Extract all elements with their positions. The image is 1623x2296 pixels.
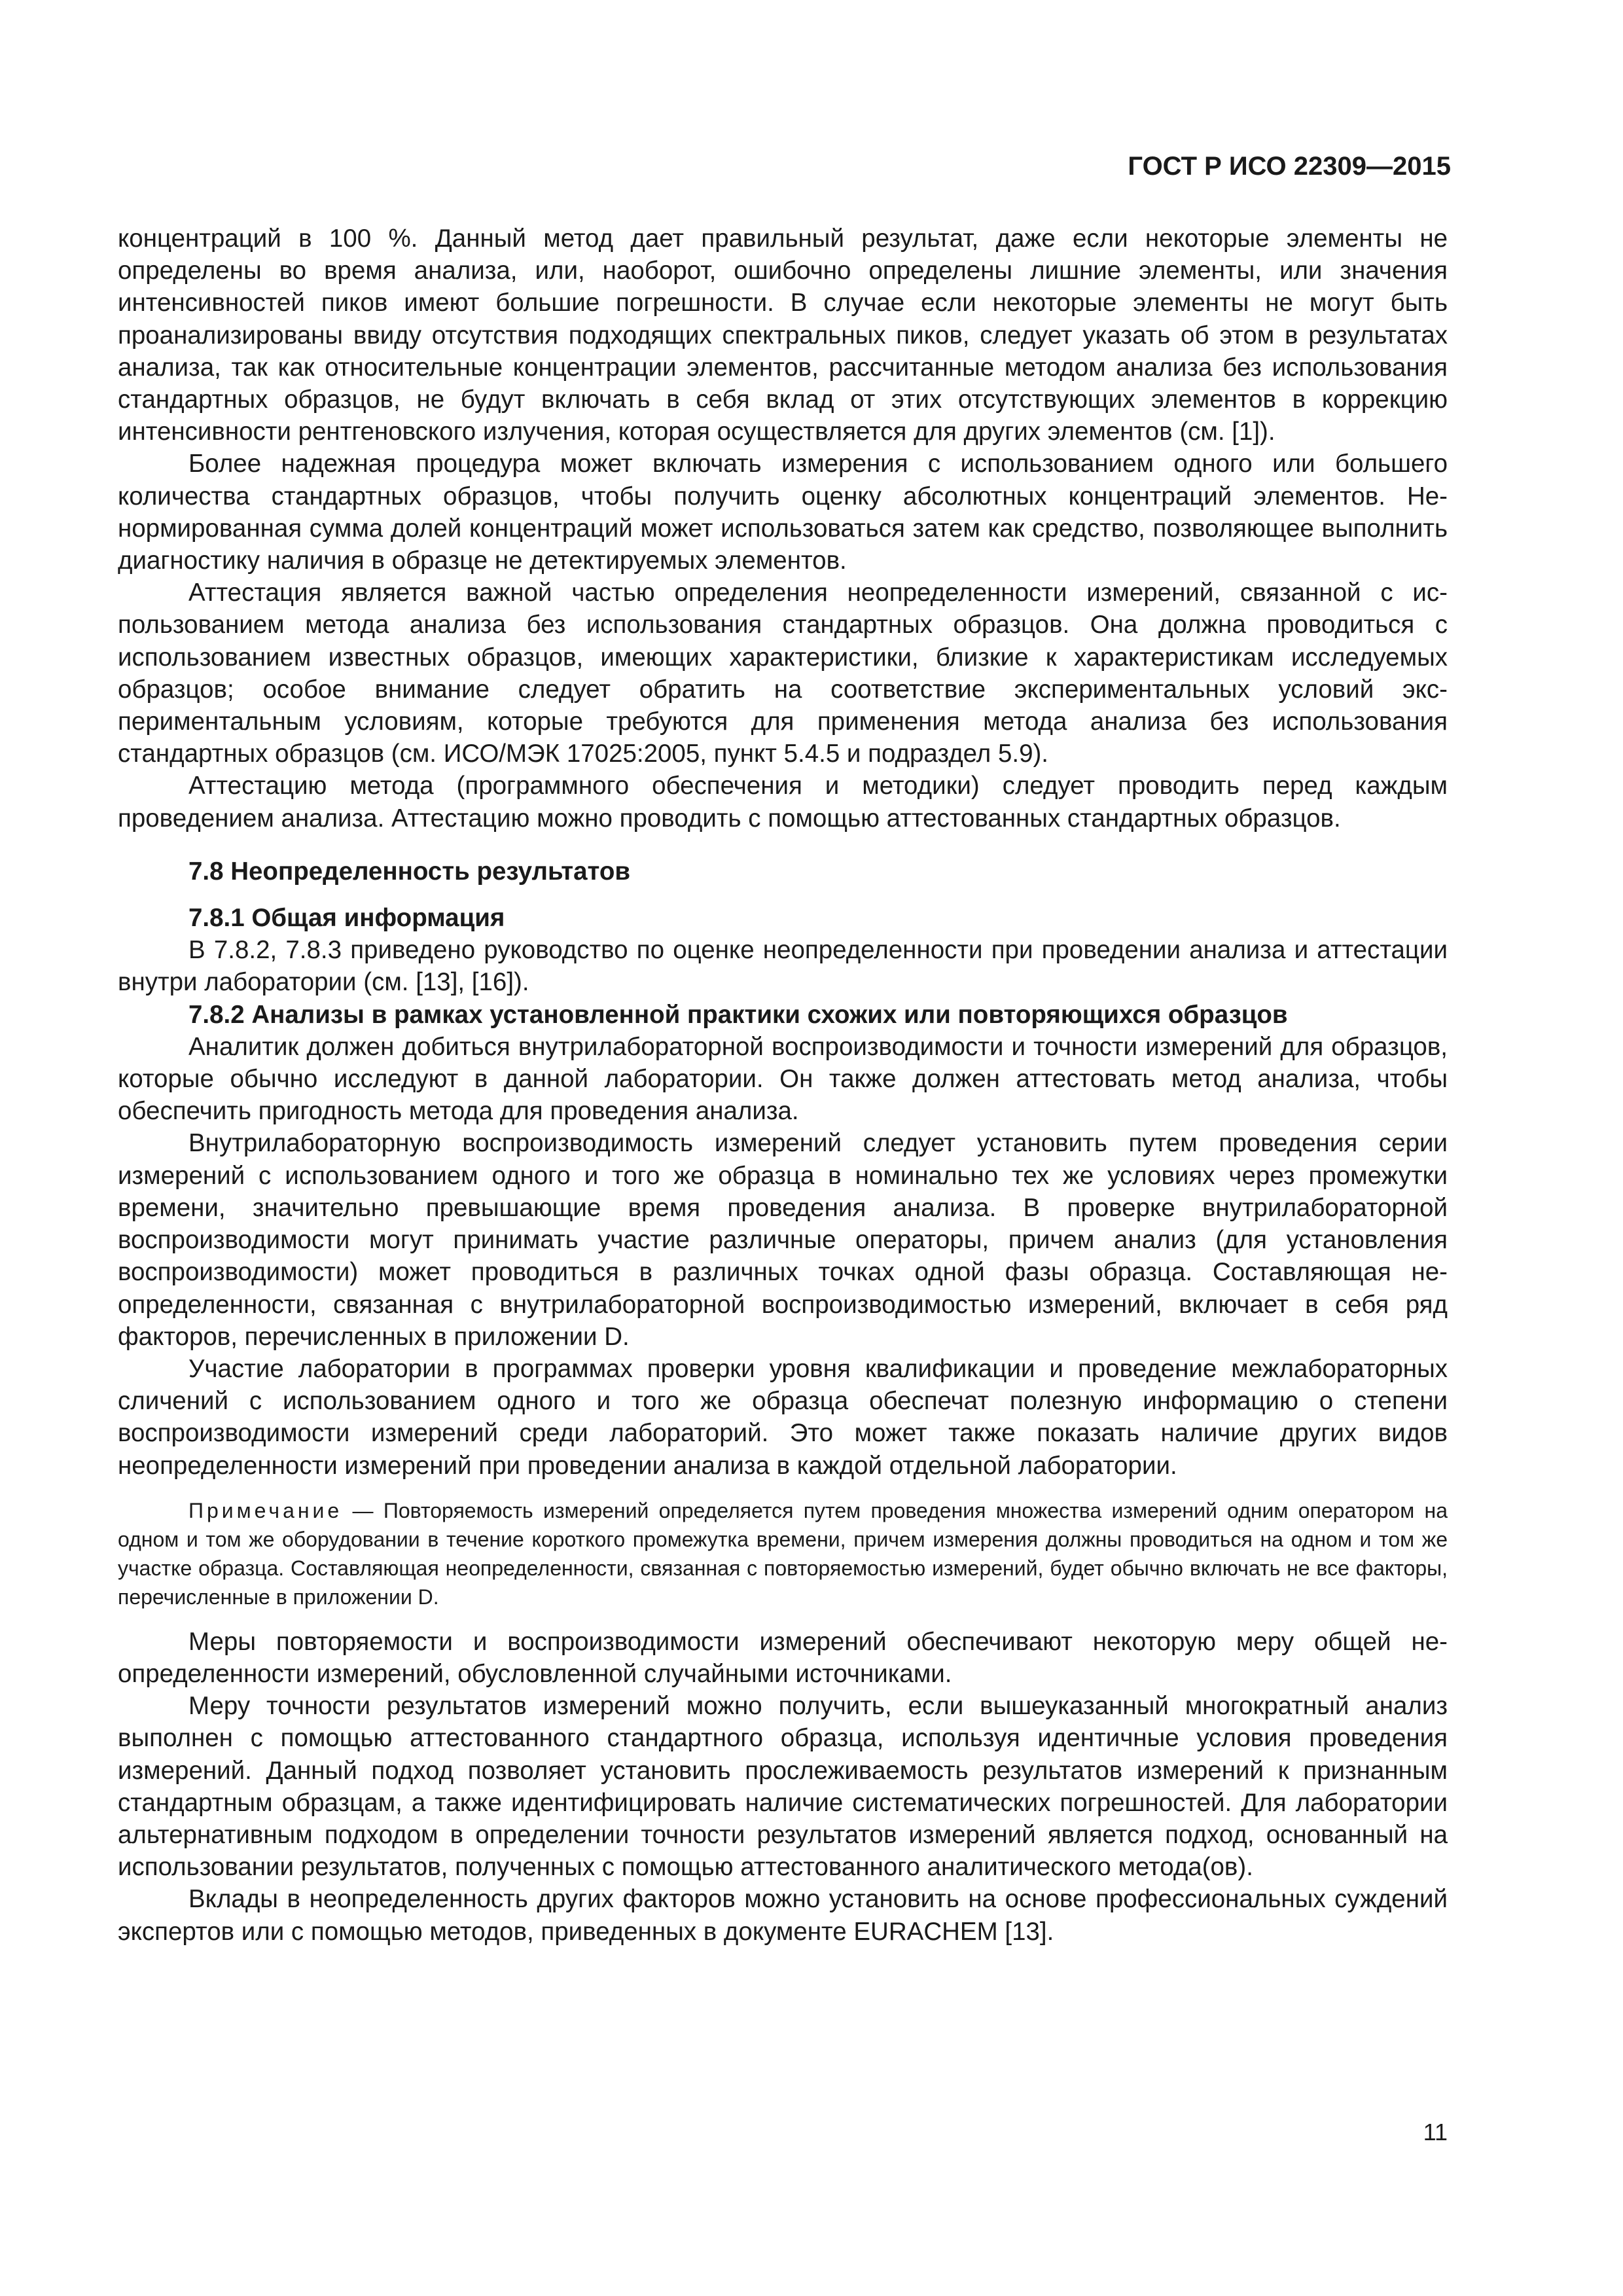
note xyxy=(118,1496,1448,1611)
paragraph: Внутрилабораторную воспроизводимость измерений следует установить путем проведения серии измерений с использованием одного и того же образца в номинально тех же условиях через промежутки времени, значительно превышающие время проведения анализа. В проверке внутрилабораторной воспроизводимости могут принимать участие различные операторы, причем анализ (для установления воспроизводимости) может проводиться в различных точках одной фазы образца. Составляющая неопределенности, связанная с внутрилабораторной воспроизводимостью измерений, включает в себя ряд факторов, перечисленных в приложении D. xyxy=(118,1129,1448,1351)
paragraph: Аттестация является важной частью определения неопределенности измерений, связанной с использованием метода анализа без использования стандартных образцов. Она должна проводиться с использованием известных образцов, имеющих характеристики, близкие к характеристикам исследуемых образцов; особое внимание следует обратить на соответствие экспериментальных условий экспериментальным условиям, которые требуются для применения метода анализа без использования стандартных образцов (см. ИСО/МЭК 17025:2005, пункт 5.4.5 и подраздел 5.9). xyxy=(118,579,1448,768)
paragraph: Аттестацию метода (программного обеспечения и методики) следует проводить перед каждым проведением анализа. Аттестацию можно проводить с помощью аттестованных стандартных образцов. xyxy=(118,772,1448,833)
paragraph-continuation: концентраций в 100 %. Данный метод дает правильный результат, даже если некоторые элементы не определены во время анализа, или, наоборот, ошибочно определены лишние элементы, или значения интенсивностей пиков имеют большие погрешности. В случае если некоторые элементы не могут быть проанализированы ввиду отсутствия подходящих спектральных пиков, следует указать об этом в результатах анализа, так как относительные концентрации элементов, рассчитанные методом анализа без использования стандартных образцов, не будут включать в себя вклад от этих отсутствующих элементов в коррекцию интенсивности рентгеновского излучения, которая осуществляется для других элементов (см. [1]). xyxy=(118,224,1448,446)
paragraph: Меру точности результатов измерений можно получить, если вышеуказанный многократный анализ выполнен с помощью аттестованного стандартного образца, используя идентичные условия проведения измерений. Данный подход позволяет установить прослеживаемость результатов измерений к признанным стандартным образцам, а также идентифицировать наличие систематических погрешностей. Для лаборатории альтернативным подходом в определении точности результатов измерений является подход, основанный на использовании результатов, полученных с помощью аттестованного аналитического метода(ов). xyxy=(118,1692,1448,1882)
standard-header: ГОСТ Р ИСО 22309—2015 xyxy=(1128,152,1451,181)
section-heading-7-8-2: 7.8.2 Анализы в рамках установленной практики схожих или повторяющихся образцов xyxy=(188,1000,1288,1029)
paragraph: В 7.8.2, 7.8.3 приведено руководство по оценке неопределенности при проведении анализа и аттестации внутри лаборатории (см. [13], [16]). xyxy=(118,936,1448,997)
page-body xyxy=(118,223,1448,1948)
paragraph: Меры повторяемости и воспроизводимости измерений обеспечивают некоторую меру общей неопределенности измерений, обусловленной случайными источниками. xyxy=(118,1627,1448,1688)
paragraph: Вклады в неопределенность других факторов можно установить на основе профессиональных суждений экспертов или с помощью методов, приведенных в документе EURACHEM [13]. xyxy=(118,1885,1448,1946)
note-text: — Повторяемость измерений определяется путем проведения множества измерений одним оператором на одном и том же оборудовании в течение короткого промежутка времени, причем измерения должны проводиться на одном и том же участке образца. Составляющая неопределенности, связанная с повторяемостью измерений, будет обычно включать не все факторы, перечисленные в приложении D. xyxy=(118,1498,1448,1609)
page-number: 11 xyxy=(1423,2119,1448,2145)
paragraph: Участие лаборатории в программах проверки уровня квалификации и проведение межлабораторных сличений с использованием одного и того же образца обеспечат полезную информацию о степени воспроизводимости измерений среди лабораторий. Это может также показать наличие других видов неопределенности измерений при проведении анализа в каждой отдельной лаборатории. xyxy=(118,1354,1448,1480)
section-heading-7-8-1: 7.8.1 Общая информация xyxy=(188,904,505,933)
note-label: Примечание xyxy=(188,1498,343,1522)
section-heading-7-8: 7.8 Неопределенность результатов xyxy=(188,857,631,886)
paragraph: Аналитик должен добиться внутрилабораторной воспроизводимости и точности измерений для образцов, которые обычно исследуют в данной лаборатории. Он также должен аттестовать метод анализа, чтобы обеспечить пригодность метода для проведения анализа. xyxy=(118,1032,1448,1126)
paragraph: Более надежная процедура может включать измерения с использованием одного или большего количества стандартных образцов, чтобы получить оценку абсолютных концентраций элементов. Ненормированная сумма долей концентраций может использоваться затем как средство, позволяющее выполнить диагностику наличия в образце не детектируемых элементов. xyxy=(118,450,1448,575)
